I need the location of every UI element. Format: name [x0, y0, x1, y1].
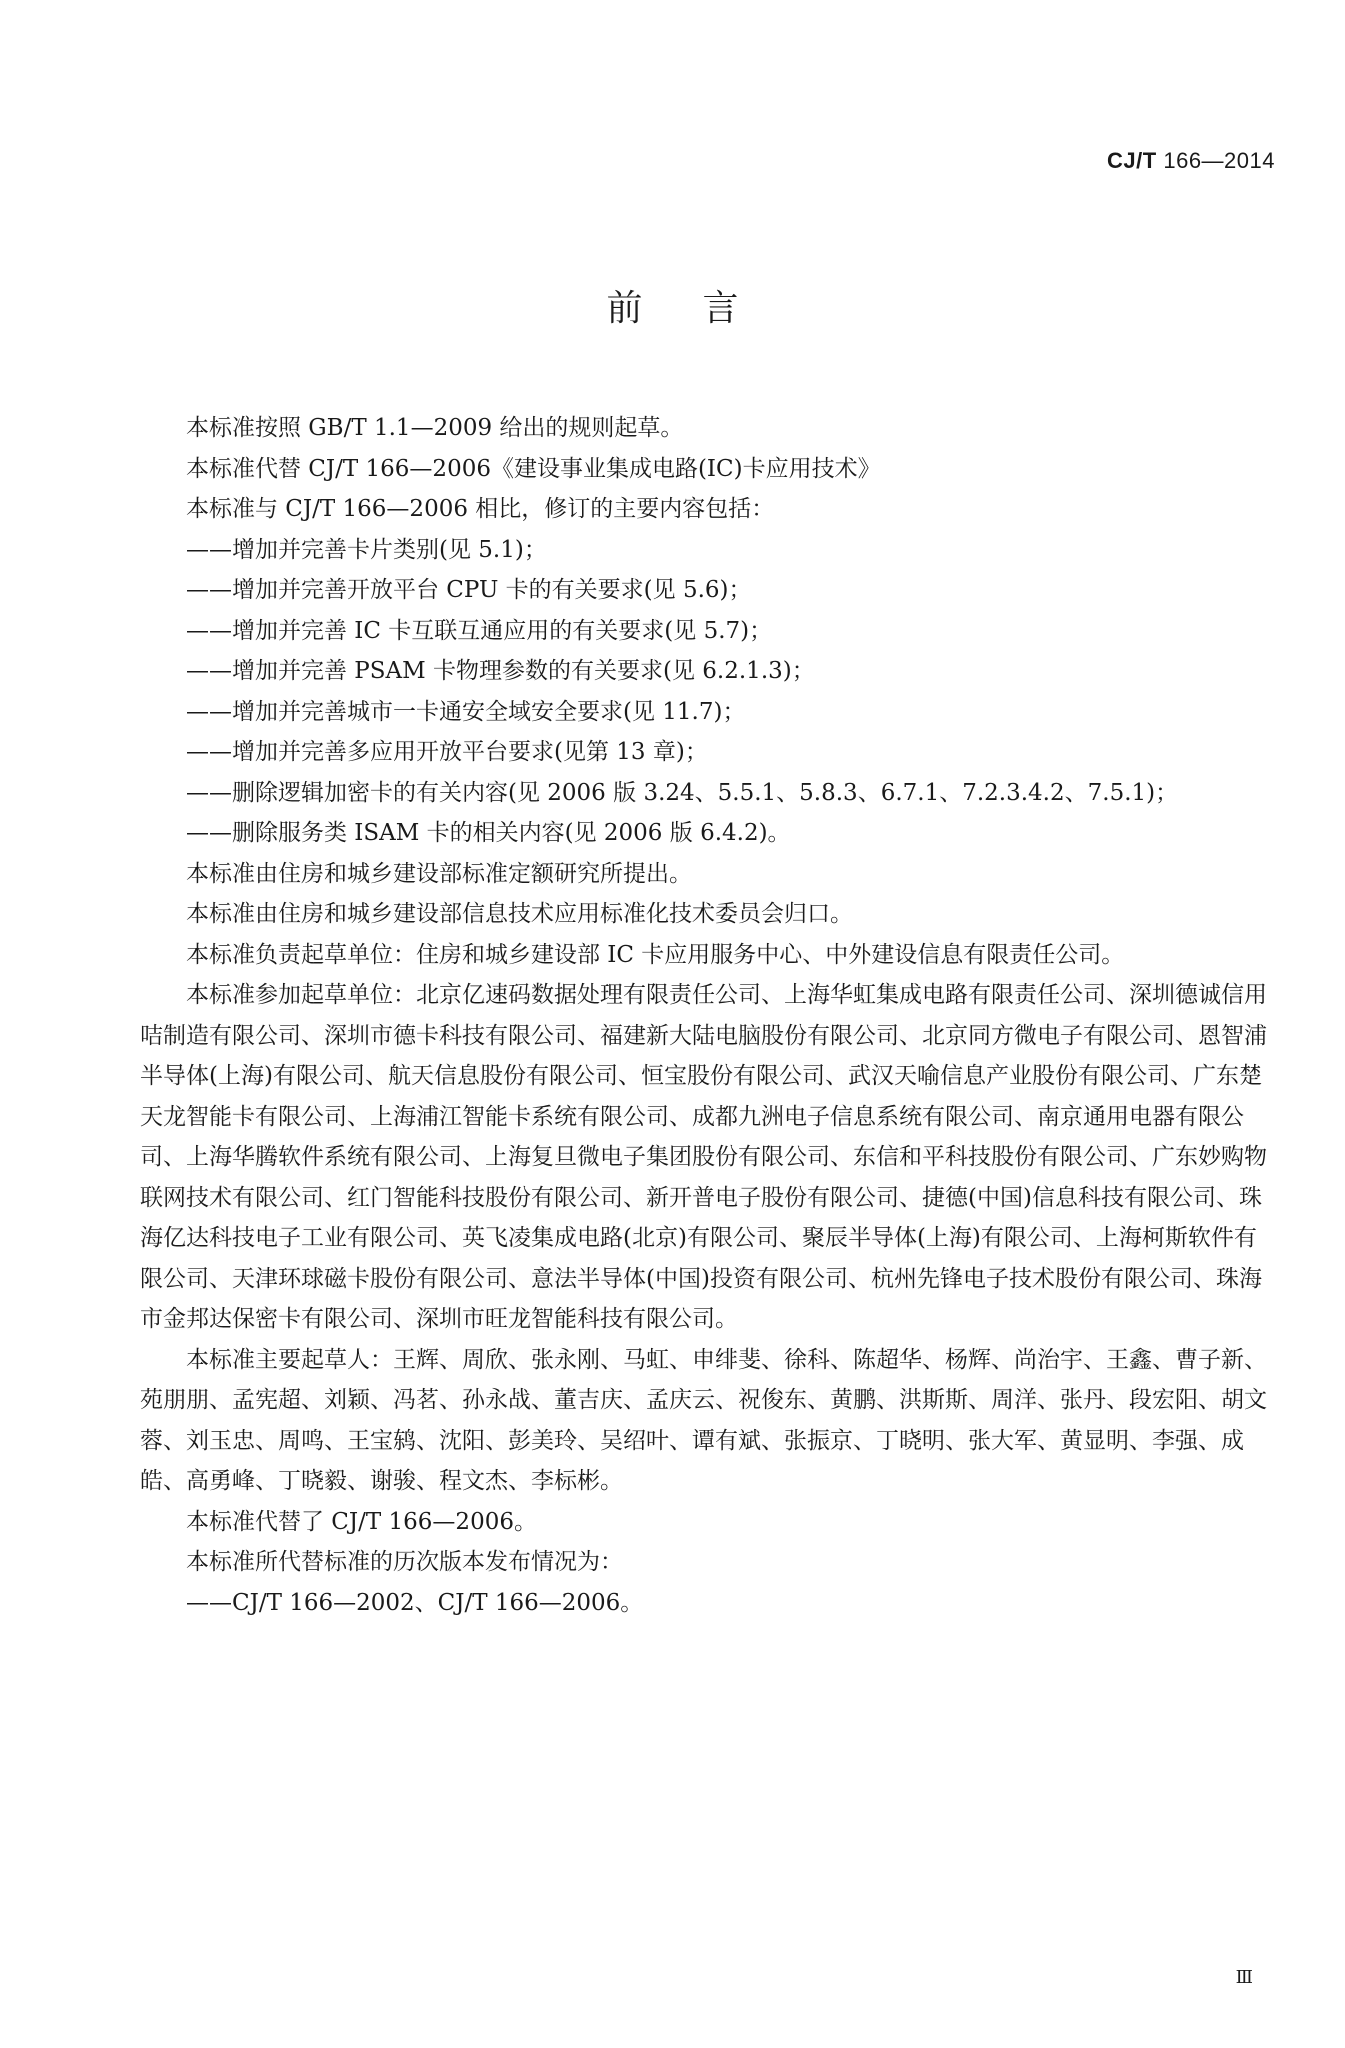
standard-number-header [1107, 148, 1275, 174]
foreword-body [140, 408, 1270, 1623]
change-item: ——删除逻辑加密卡的有关内容(见 2006 版 3.24、5.5.1、5.8.3、6.7.1、7.2.3.4.2、7.5.1)； [186, 779, 1179, 806]
proposer-paragraph: 本标准由住房和城乡建设部标准定额研究所提出。 [186, 860, 692, 887]
change-item: ——增加并完善开放平台 CPU 卡的有关要求(见 5.6)； [186, 577, 752, 603]
standard-prefix: CJ/T [1107, 148, 1157, 173]
principal-drafters-paragraph: 本标准主要起草人：王辉、周欣、张永刚、马虹、申绯斐、徐科、陈超华、杨辉、尚治宇、王鑫、曹子新、苑朋朋、孟宪超、刘颖、冯茗、孙永战、董吉庆、孟庆云、祝俊东、黄鹏、洪斯斯、周洋、张丹、段宏阳、胡文蓉、刘玉忠、周鸣、王宝鸫、沈阳、彭美玲、吴绍叶、谭有斌、张振京、丁晓明、张大军、黄显明、李强、成皓、高勇峰、丁晓毅、谢骏、程文杰、李标彬。 [140, 1346, 1267, 1494]
page-number: Ⅲ [1235, 1967, 1253, 1988]
committee-paragraph: 本标准由住房和城乡建设部信息技术应用标准化技术委员会归口。 [186, 901, 853, 927]
participating-drafters-paragraph: 本标准参加起草单位：北京亿速码数据处理有限责任公司、上海华虹集成电路有限责任公司、深圳德诚信用咭制造有限公司、深圳市德卡科技有限公司、福建新大陆电脑股份有限公司、北京同方微电子有限公司、恩智浦半导体(上海)有限公司、航天信息股份有限公司、恒宝股份有限公司、武汉天喻信息产业股份有限公司、广东楚天龙智能卡有限公司、上海浦江智能卡系统有限公司、成都九洲电子信息系统有限公司、南京通用电器有限公司、上海华腾软件系统有限公司、上海复旦微电子集团股份有限公司、东信和平科技股份有限公司、广东妙购物联网技术有限公司、红门智能科技股份有限公司、新开普电子股份有限公司、捷德(中国)信息科技有限公司、珠海亿达科技电子工业有限公司、英飞凌集成电路(北京)有限公司、聚辰半导体(上海)有限公司、上海柯斯软件有限公司、天津环球磁卡股份有限公司、意法半导体(中国)投资有限公司、杭州先锋电子技术股份有限公司、珠海市金邦达保密卡有限公司、深圳市旺龙智能科技有限公司。 [140, 982, 1267, 1332]
change-item: ——删除服务类 ISAM 卡的相关内容(见 2006 版 6.4.2)。 [186, 820, 791, 846]
paragraph: 本标准按照 GB/T 1.1—2009 给出的规则起草。 [186, 415, 684, 441]
standard-code: 166—2014 [1156, 148, 1275, 173]
change-item: ——增加并完善城市一卡通安全域安全要求(见 11.7)； [186, 698, 746, 725]
paragraph: 本标准与 CJ/T 166—2006 相比，修订的主要内容包括： [186, 496, 775, 522]
history-intro-paragraph: 本标准所代替标准的历次版本发布情况为： [186, 1549, 623, 1575]
page-title: 前言 [606, 288, 799, 329]
change-item: ——增加并完善 PSAM 卡物理参数的有关要求(见 6.2.1.3)； [186, 658, 815, 684]
change-item: ——增加并完善 IC 卡互联互通应用的有关要求(见 5.7)； [186, 617, 773, 644]
change-item: ——增加并完善多应用开放平台要求(见第 13 章)； [186, 739, 708, 765]
history-item: ——CJ/T 166—2002、CJ/T 166—2006。 [186, 1589, 644, 1616]
replacement-paragraph: 本标准代替了 CJ/T 166—2006。 [186, 1508, 537, 1535]
paragraph: 本标准代替 CJ/T 166—2006《建设事业集成电路(IC)卡应用技术》 [186, 455, 881, 482]
change-item: ——增加并完善卡片类别(见 5.1)； [186, 536, 547, 563]
lead-drafter-paragraph: 本标准负责起草单位：住房和城乡建设部 IC 卡应用服务中心、中外建设信息有限责任公司。 [186, 941, 1125, 968]
